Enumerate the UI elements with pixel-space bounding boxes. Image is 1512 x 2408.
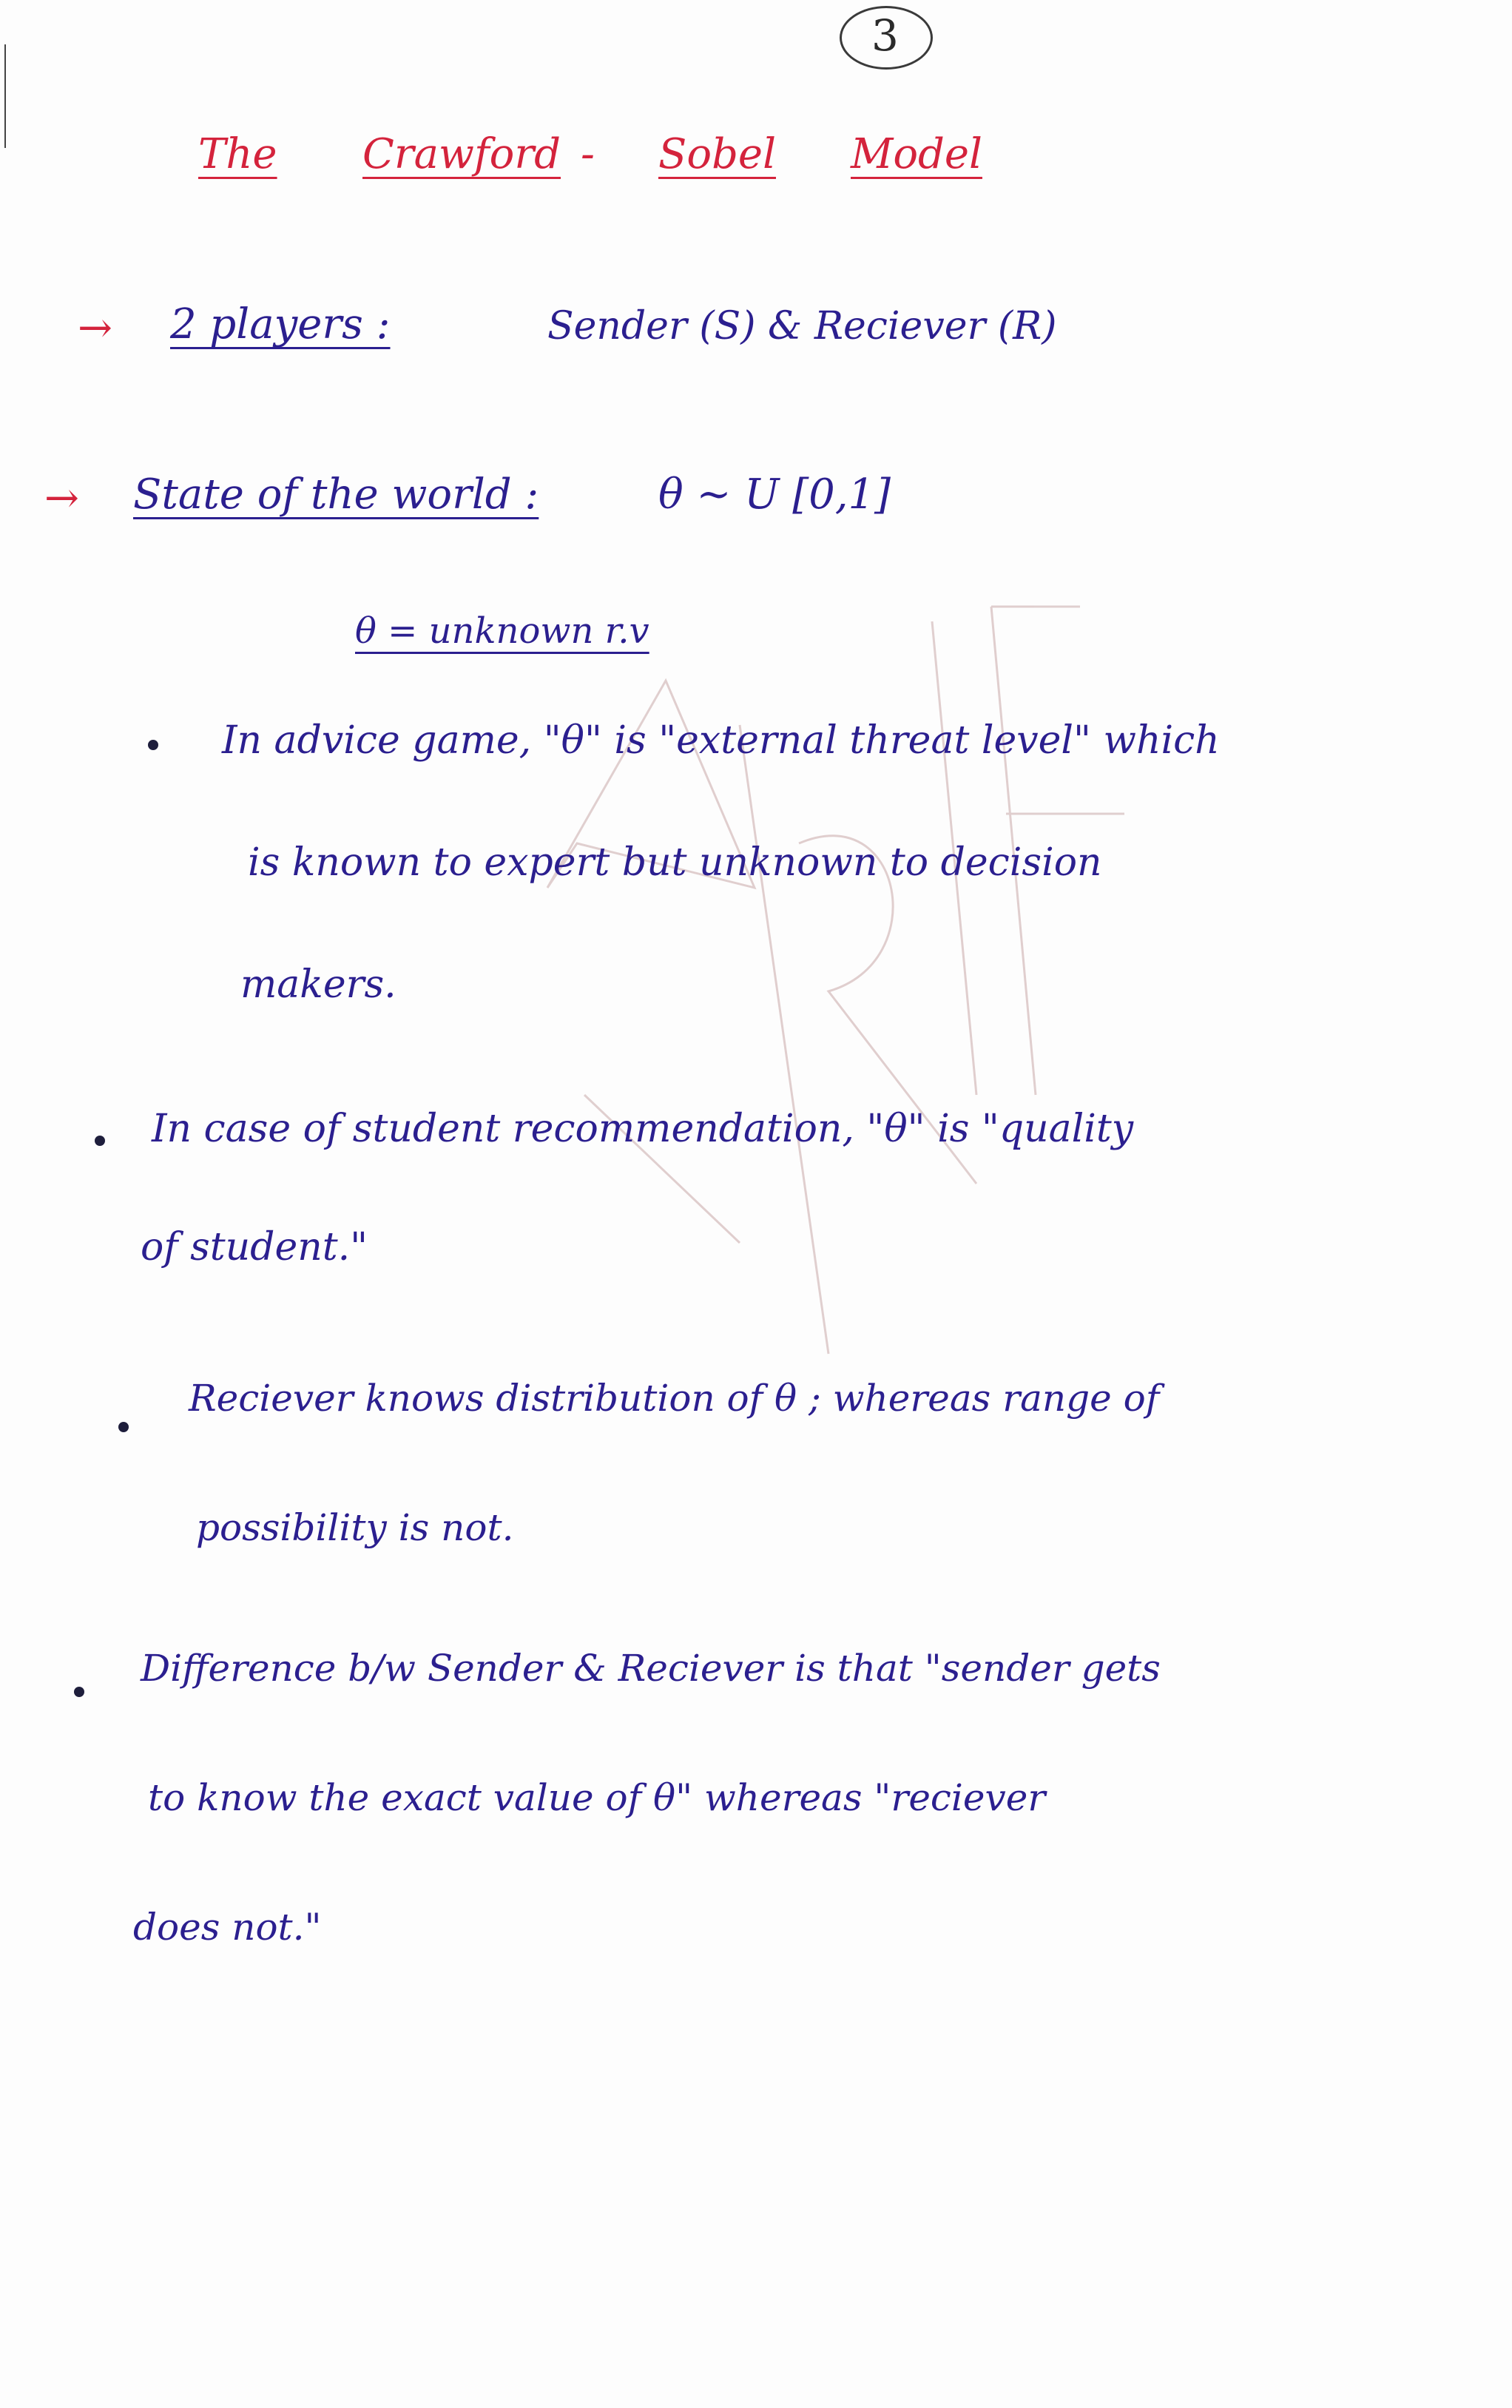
theta-note: θ = unknown r.v: [355, 610, 649, 652]
title-word-the: The: [198, 130, 277, 178]
state-arrow: →: [44, 474, 79, 522]
page-margin-line: [4, 44, 6, 148]
bullet-1-line-1: In advice game, "θ" is "external threat level" which: [222, 718, 1220, 763]
bullet-1-line-2: is known to expert but unknown to decision: [248, 840, 1102, 885]
players-value: Sender (S) & Reciever (R): [547, 304, 1057, 348]
bullet-3-line-2: possibility is not.: [196, 1506, 514, 1549]
bullet-dot-2: [95, 1136, 105, 1146]
players-arrow: →: [78, 304, 112, 352]
draft-watermark: [518, 577, 1184, 1391]
bullet-dot-1: [148, 740, 158, 750]
bullet-3-line-1: Reciever knows distribution of θ ; whereas range of: [189, 1377, 1160, 1420]
bullet-1-line-3: makers.: [240, 962, 396, 1007]
bullet-2-line-1: In case of student recommendation, "θ" is "quality: [152, 1107, 1134, 1151]
bullet-4-line-2: to know the exact value of θ" whereas "reciever: [148, 1776, 1046, 1819]
page-number: 3: [871, 10, 899, 61]
title-dash: -: [581, 130, 595, 178]
bullet-4-line-3: does not.": [133, 1906, 322, 1949]
bullet-dot-4: [74, 1687, 84, 1697]
title-word-crawford: Crawford: [362, 130, 561, 178]
state-value: θ ~ U [0,1]: [658, 471, 891, 519]
title-word-model: Model: [851, 130, 982, 178]
bullet-2-line-2: of student.": [141, 1225, 368, 1269]
state-label: State of the world :: [133, 471, 539, 519]
title-word-sobel: Sobel: [658, 130, 776, 178]
bullet-4-line-1: Difference b/w Sender & Reciever is that "sender gets: [141, 1647, 1161, 1690]
bullet-dot-3: [118, 1422, 129, 1432]
players-label: 2 players :: [170, 300, 391, 348]
